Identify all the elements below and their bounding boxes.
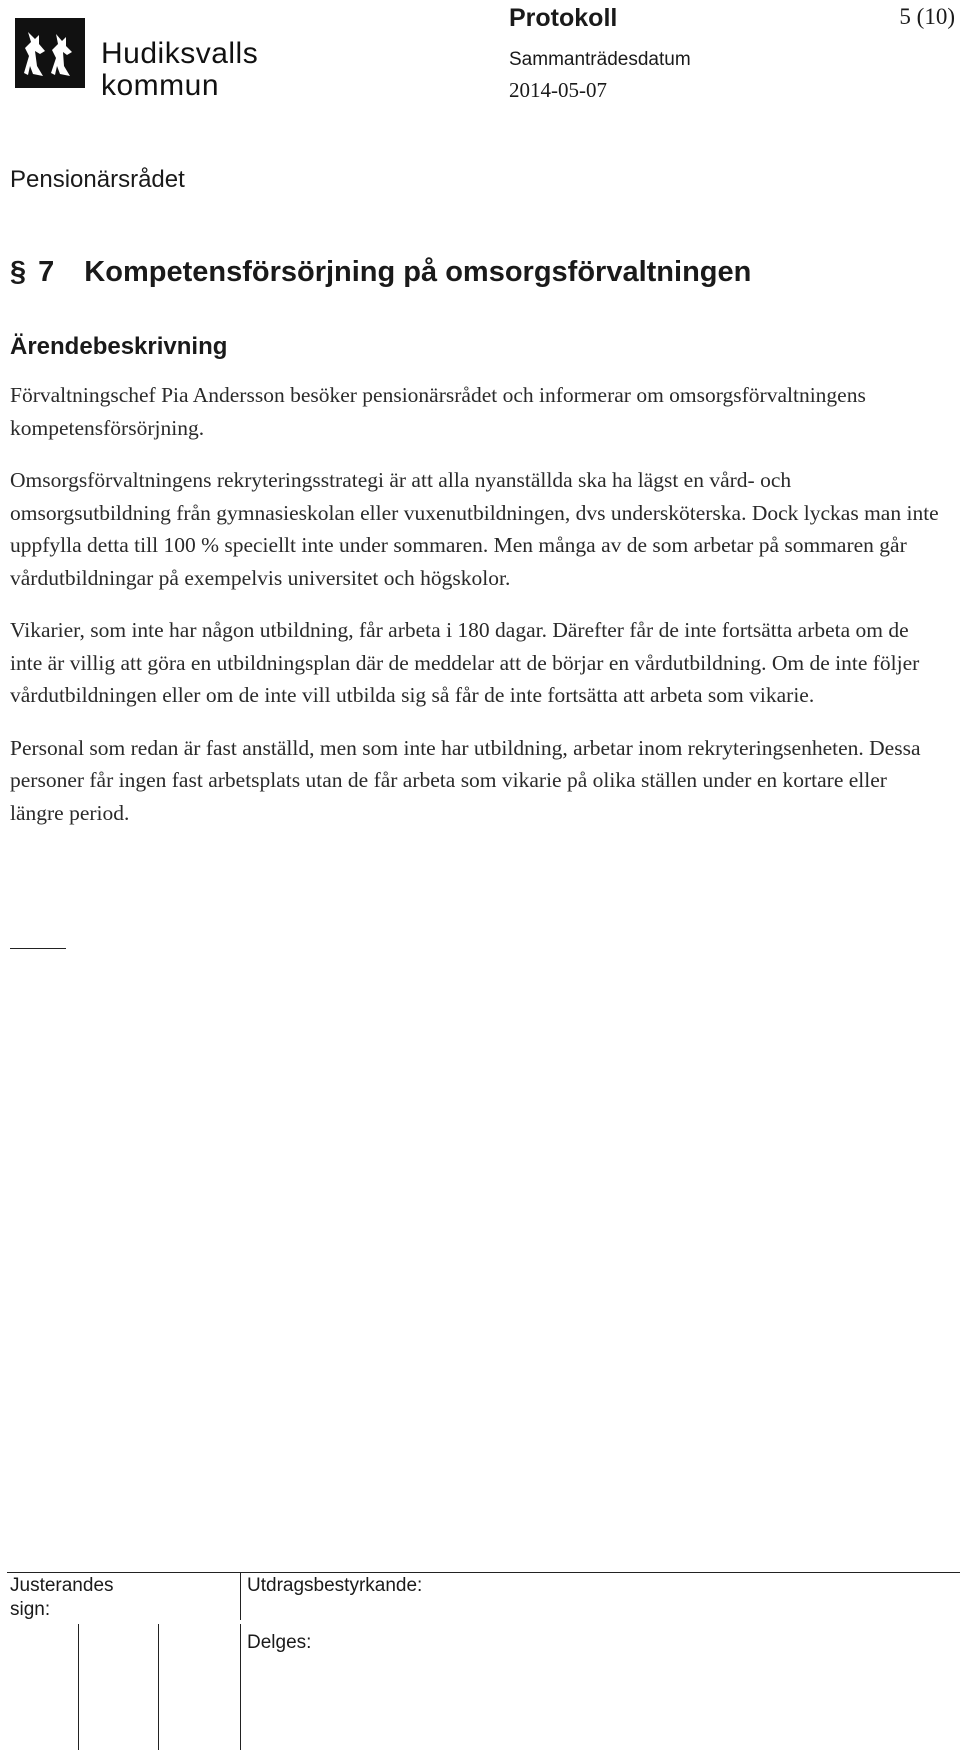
coat-of-arms-icon xyxy=(15,18,85,88)
subheading: Ärendebeskrivning xyxy=(10,333,228,360)
org-logo xyxy=(15,18,315,102)
page-number: 5 (10) xyxy=(899,4,955,29)
paragraph: Personal som redan är fast anställd, men som inte har utbildning, arbetar inom rekryteringsenheten. Dessa personer får ingen fast arbetsplats utan de får arbeta som vikarie på olika ställen under en kortare eller längre period. xyxy=(10,735,921,825)
section-heading xyxy=(10,256,751,289)
delges-label: Delges: xyxy=(247,1632,312,1653)
body-text xyxy=(10,379,945,849)
section-number: 7 xyxy=(38,256,55,288)
section-title: Kompetensförsörjning på omsorgsförvaltningen xyxy=(84,256,752,288)
meeting-date-label: Sammanträdesdatum xyxy=(509,49,691,70)
utdragsbestyrkande-label: Utdragsbestyrkande: xyxy=(247,1575,423,1596)
paragraph: Vikarier, som inte har någon utbildning, får arbeta i 180 dagar. Därefter får de inte fortsätta arbeta om de inte är villig att göra en utbildningsplan där de meddelar att de börjar en vårdutbildning. Om de inte följer vårdutbildningen eller om de inte vill utbilda sig så får de inte fortsätta att arbeta som vikarie. xyxy=(10,618,920,707)
org-name-line1: Hudiksvalls xyxy=(101,37,259,70)
paragraph: Förvaltningschef Pia Andersson besöker pensionärsrådet och informerar om omsorgsförvaltningens kompetensförsörjning. xyxy=(10,383,866,440)
signature-box-divider xyxy=(78,1624,79,1750)
end-rule xyxy=(10,948,66,949)
committee-name: Pensionärsrådet xyxy=(10,166,185,193)
signature-box-divider xyxy=(240,1624,241,1750)
document-type: Protokoll xyxy=(509,4,618,32)
footer-divider xyxy=(7,1572,960,1573)
paragraph: Omsorgsförvaltningens rekryteringsstrategi är att alla nyanställda ska ha lägst en vård- och omsorgsutbildning från gymnasieskolan eller vuxenutbildningen, dvs undersköterska. Dock lyckas man inte uppfylla detta till 100 % speciellt inte under sommaren. Men många av de som arbetar på sommaren går vårdutbildningar på exempelvis universitet och högskolor. xyxy=(10,468,939,590)
section-symbol: § xyxy=(10,256,27,288)
signature-box-divider xyxy=(158,1624,159,1750)
org-name-line2: kommun xyxy=(101,69,220,102)
meeting-date: 2014-05-07 xyxy=(509,78,607,102)
signature-footer xyxy=(0,1572,960,1750)
justerandes-sign-label: Justerandes sign: xyxy=(10,1575,114,1620)
footer-divider xyxy=(240,1572,241,1620)
